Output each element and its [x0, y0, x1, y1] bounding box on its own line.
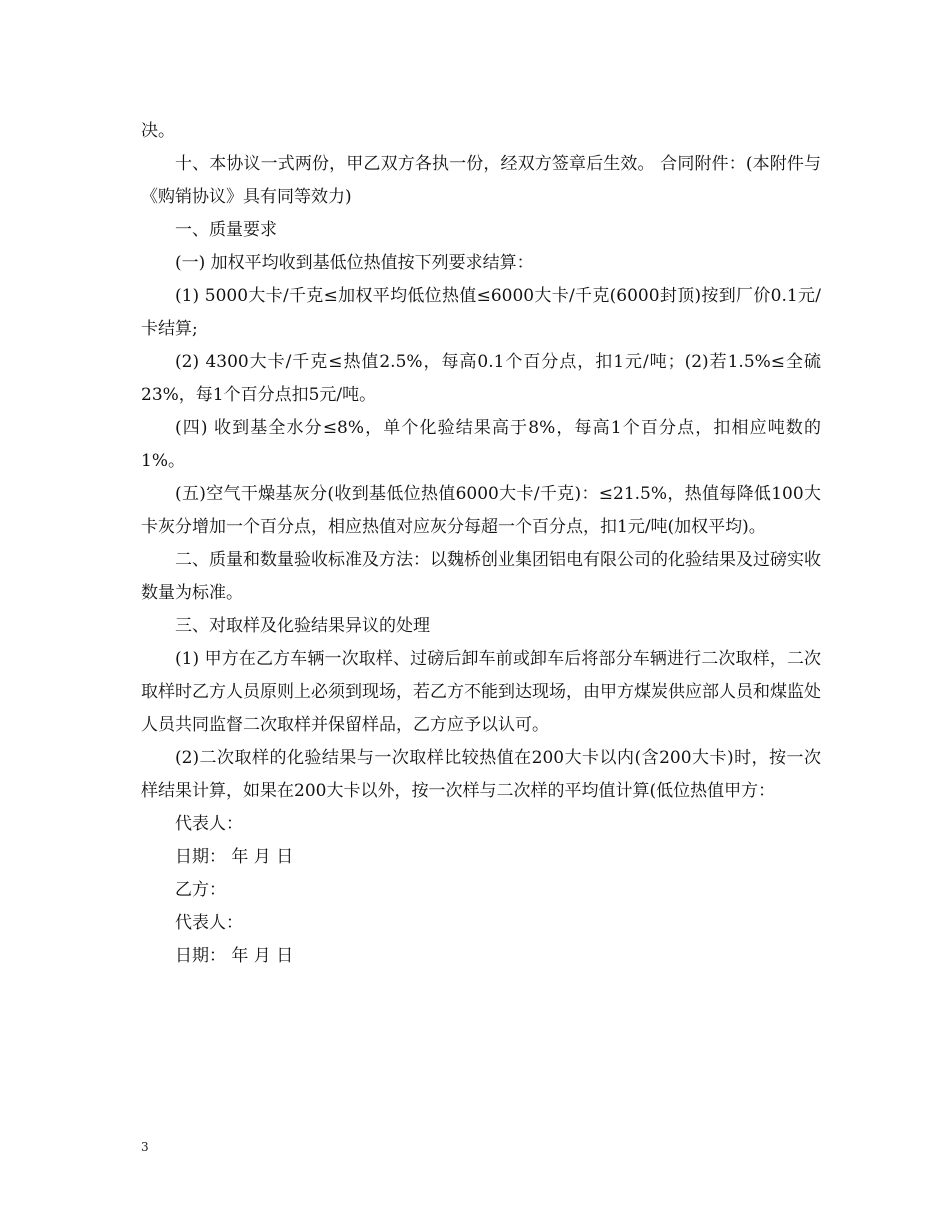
- paragraph: (五)空气干燥基灰分(收到基低位热值6000大卡/千克)：≤21.5%，热值每降低100大卡灰分增加一个百分点，相应热值对应灰分每超一个百分点，扣1元/吨(加权平均)。: [141, 484, 821, 537]
- party-b-label: 乙方：: [175, 880, 226, 900]
- paragraph: (2) 4300大卡/千克≤热值2.5%，每高0.1个百分点，扣1元/吨；(2)若1.5%≤全硫23%，每1个百分点扣5元/吨。: [141, 352, 821, 405]
- party-b-date: 日期： 年 月 日: [175, 946, 294, 966]
- party-a-date: 日期： 年 月 日: [175, 847, 294, 867]
- paragraph: (1) 5000大卡/千克≤加权平均低位热值≤6000大卡/千克(6000封顶)按到厂价0.1元/卡结算;: [141, 286, 821, 339]
- paragraph: (2)二次取样的化验结果与一次取样比较热值在200大卡以内(含200大卡)时，按一次样结果计算，如果在200大卡以外，按一次样与二次样的平均值计算(低位热值甲方：: [141, 748, 821, 801]
- document-body: [141, 115, 821, 973]
- paragraph: (1) 甲方在乙方车辆一次取样、过磅后卸车前或卸车后将部分车辆进行二次取样，二次取样时乙方人员原则上必须到现场，若乙方不能到达现场，由甲方煤炭供应部人员和煤监处人员共同监督二次取样并保留样品，乙方应予以认可。: [141, 649, 821, 735]
- signature-block: [141, 808, 821, 973]
- section-heading: 三、对取样及化验结果异议的处理: [175, 616, 430, 636]
- party-b-representative: 代表人：: [175, 913, 243, 933]
- party-a-representative: 代表人：: [175, 814, 243, 834]
- paragraph: 决。: [141, 121, 175, 141]
- section-heading: 一、质量要求: [175, 220, 277, 240]
- paragraph: (四) 收到基全水分≤8%，单个化验结果高于8%，每高1个百分点，扣相应吨数的1%。: [141, 418, 821, 471]
- paragraph: 十、本协议一式两份，甲乙双方各执一份，经双方签章后生效。 合同附件：(本附件与《购销协议》具有同等效力): [141, 154, 821, 207]
- paragraph: (一) 加权平均收到基低位热值按下列要求结算：: [175, 253, 534, 273]
- page-number: 3: [141, 1140, 149, 1154]
- section-heading: 二、质量和数量验收标准及方法：以魏桥创业集团铝电有限公司的化验结果及过磅实收数量为标准。: [141, 550, 821, 603]
